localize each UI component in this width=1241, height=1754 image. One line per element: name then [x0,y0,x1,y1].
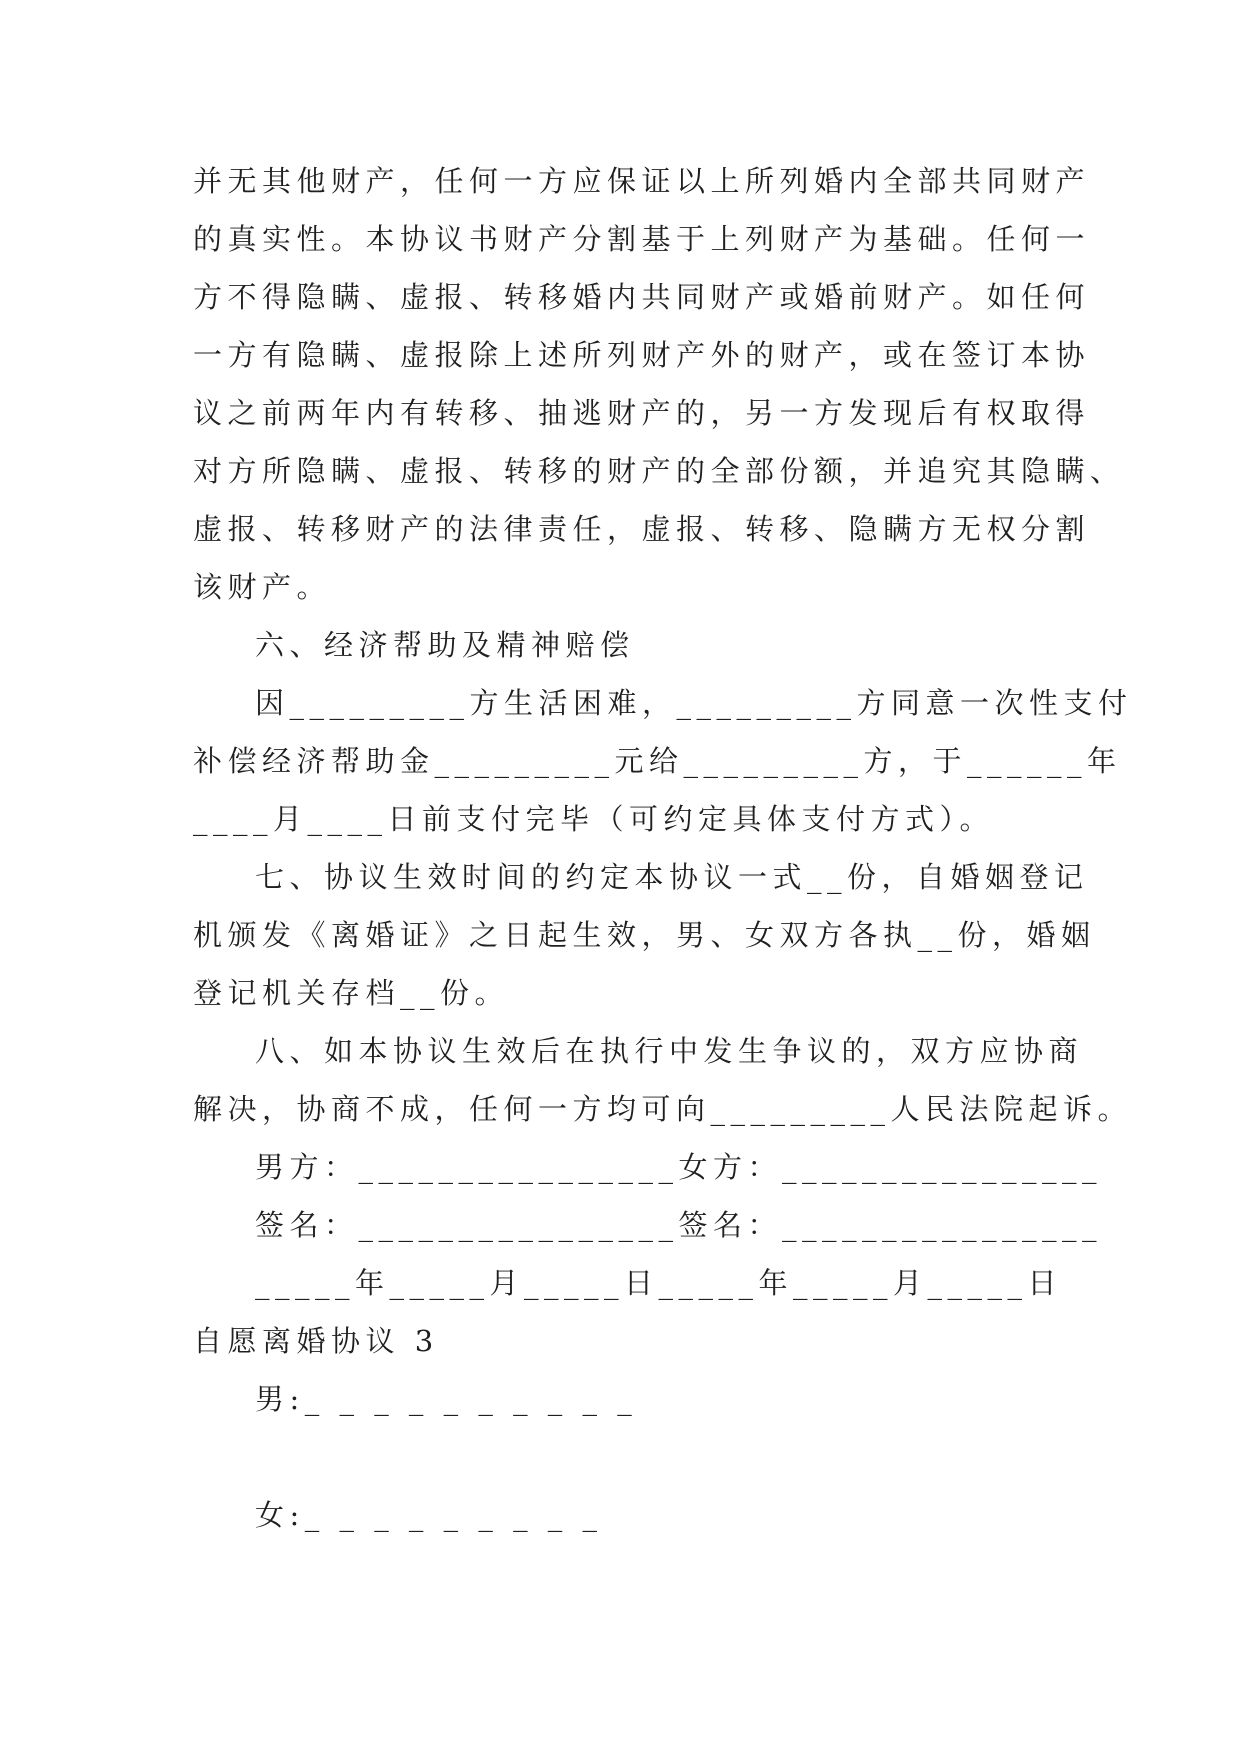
text-line: ____月____日前支付完毕（可约定具体支付方式）。 [193,802,995,836]
text-line: 的真实性。本协议书财产分割基于上列财产为基础。任何一 [193,222,1091,256]
text-line: 补偿经济帮助金_________元给_________方，于______年 [193,744,1122,778]
document-title: 自愿离婚协议 3 [193,1324,439,1358]
text-line: 登记机关存档__份。 [193,976,510,1010]
text-line: 机颁发《离婚证》之日起生效，男、女双方各执__份，婚姻 [193,918,1096,952]
text-line: 一方有隐瞒、虚报除上述所列财产外的财产，或在签订本协 [193,338,1091,372]
text-line: 并无其他财产，任何一方应保证以上所列婚内全部共同财产 [193,164,1091,198]
signature-line: 签名：________________签名：________________ [255,1208,1103,1242]
text-line: 方不得隐瞒、虚报、转移婚内共同财产或婚前财产。如任何 [193,280,1091,314]
date-line: _____年_____月_____日_____年_____月_____日 [255,1266,1063,1300]
text-line: 七、协议生效时间的约定本协议一式__份，自婚姻登记 [255,860,1089,894]
party-line: 男方：________________女方：________________ [255,1150,1103,1184]
document-body [193,152,1133,1544]
text-line: 该财产。 [193,570,332,604]
text-line: 虚报、转移财产的法律责任，虚报、转移、隐瞒方无权分割 [193,512,1091,546]
blank-space [193,1428,1053,1486]
section-heading: 六、经济帮助及精神赔偿 [255,628,635,662]
male-field: 男:_ _ _ _ _ _ _ _ _ _ [255,1382,638,1416]
text-line: 对方所隐瞒、虚报、转移的财产的全部份额，并追究其隐瞒、 [193,454,1125,488]
text-line: 议之前两年内有转移、抽逃财产的，另一方发现后有权取得 [193,396,1091,430]
text-line: 因_________方生活困难，_________方同意一次性支付 [255,686,1133,720]
text-line: 解决，协商不成，任何一方均可向_________人民法院起诉。 [193,1092,1133,1126]
female-field: 女:_ _ _ _ _ _ _ _ _ [255,1498,603,1532]
text-line: 八、如本协议生效后在执行中发生争议的，双方应协商 [255,1034,1084,1068]
